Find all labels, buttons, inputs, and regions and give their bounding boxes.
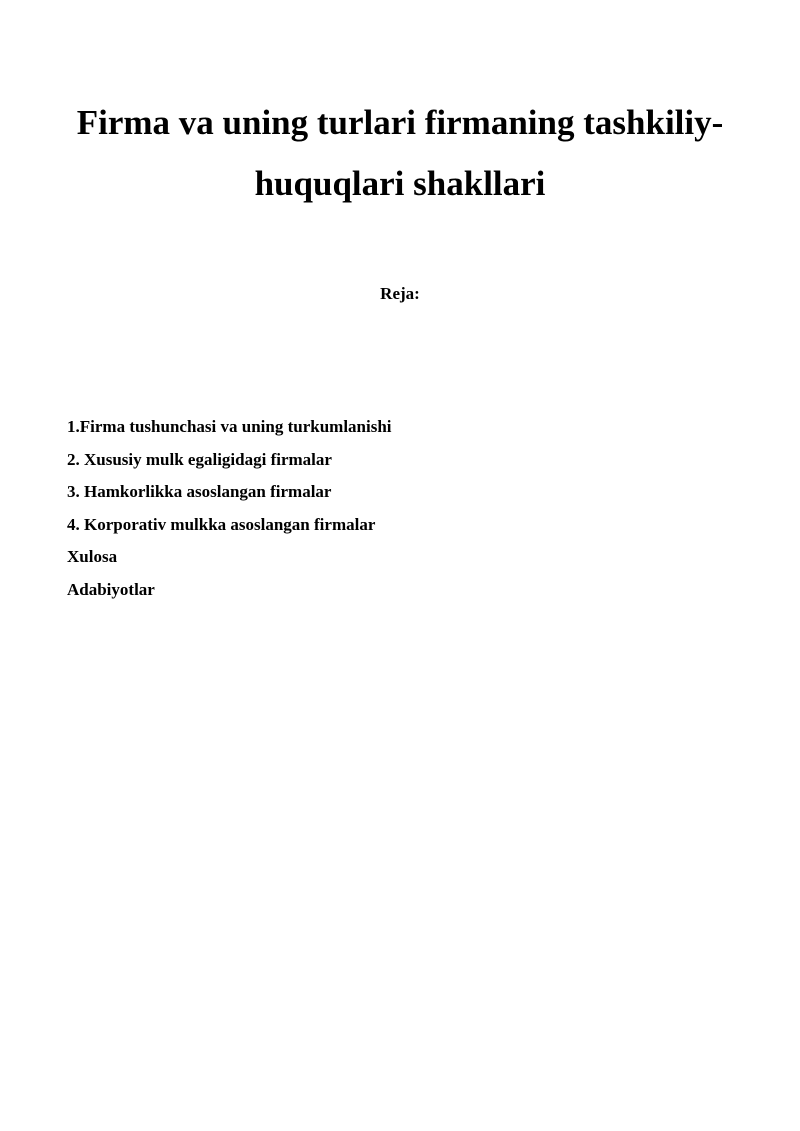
plan-item-conclusion: Xulosa: [67, 547, 118, 566]
plan-heading: Reja:: [380, 284, 420, 303]
plan-list: [67, 411, 392, 606]
plan-item: 1.Firma tushunchasi va uning turkumlanishi: [67, 417, 392, 436]
plan-item: 3. Hamkorlikka asoslangan firmalar: [67, 482, 332, 501]
document-title: [40, 92, 760, 214]
title-line-2: huquqlari shakllari: [254, 164, 546, 203]
plan-item-references: Adabiyotlar: [67, 579, 155, 599]
title-line-1: Firma va uning turlari firmaning tashkiliy-: [76, 103, 724, 142]
plan-item: 4. Korporativ mulkka asoslangan firmalar: [67, 514, 376, 534]
plan-item: 2. Xususiy mulk egaligidagi firmalar: [67, 449, 332, 469]
